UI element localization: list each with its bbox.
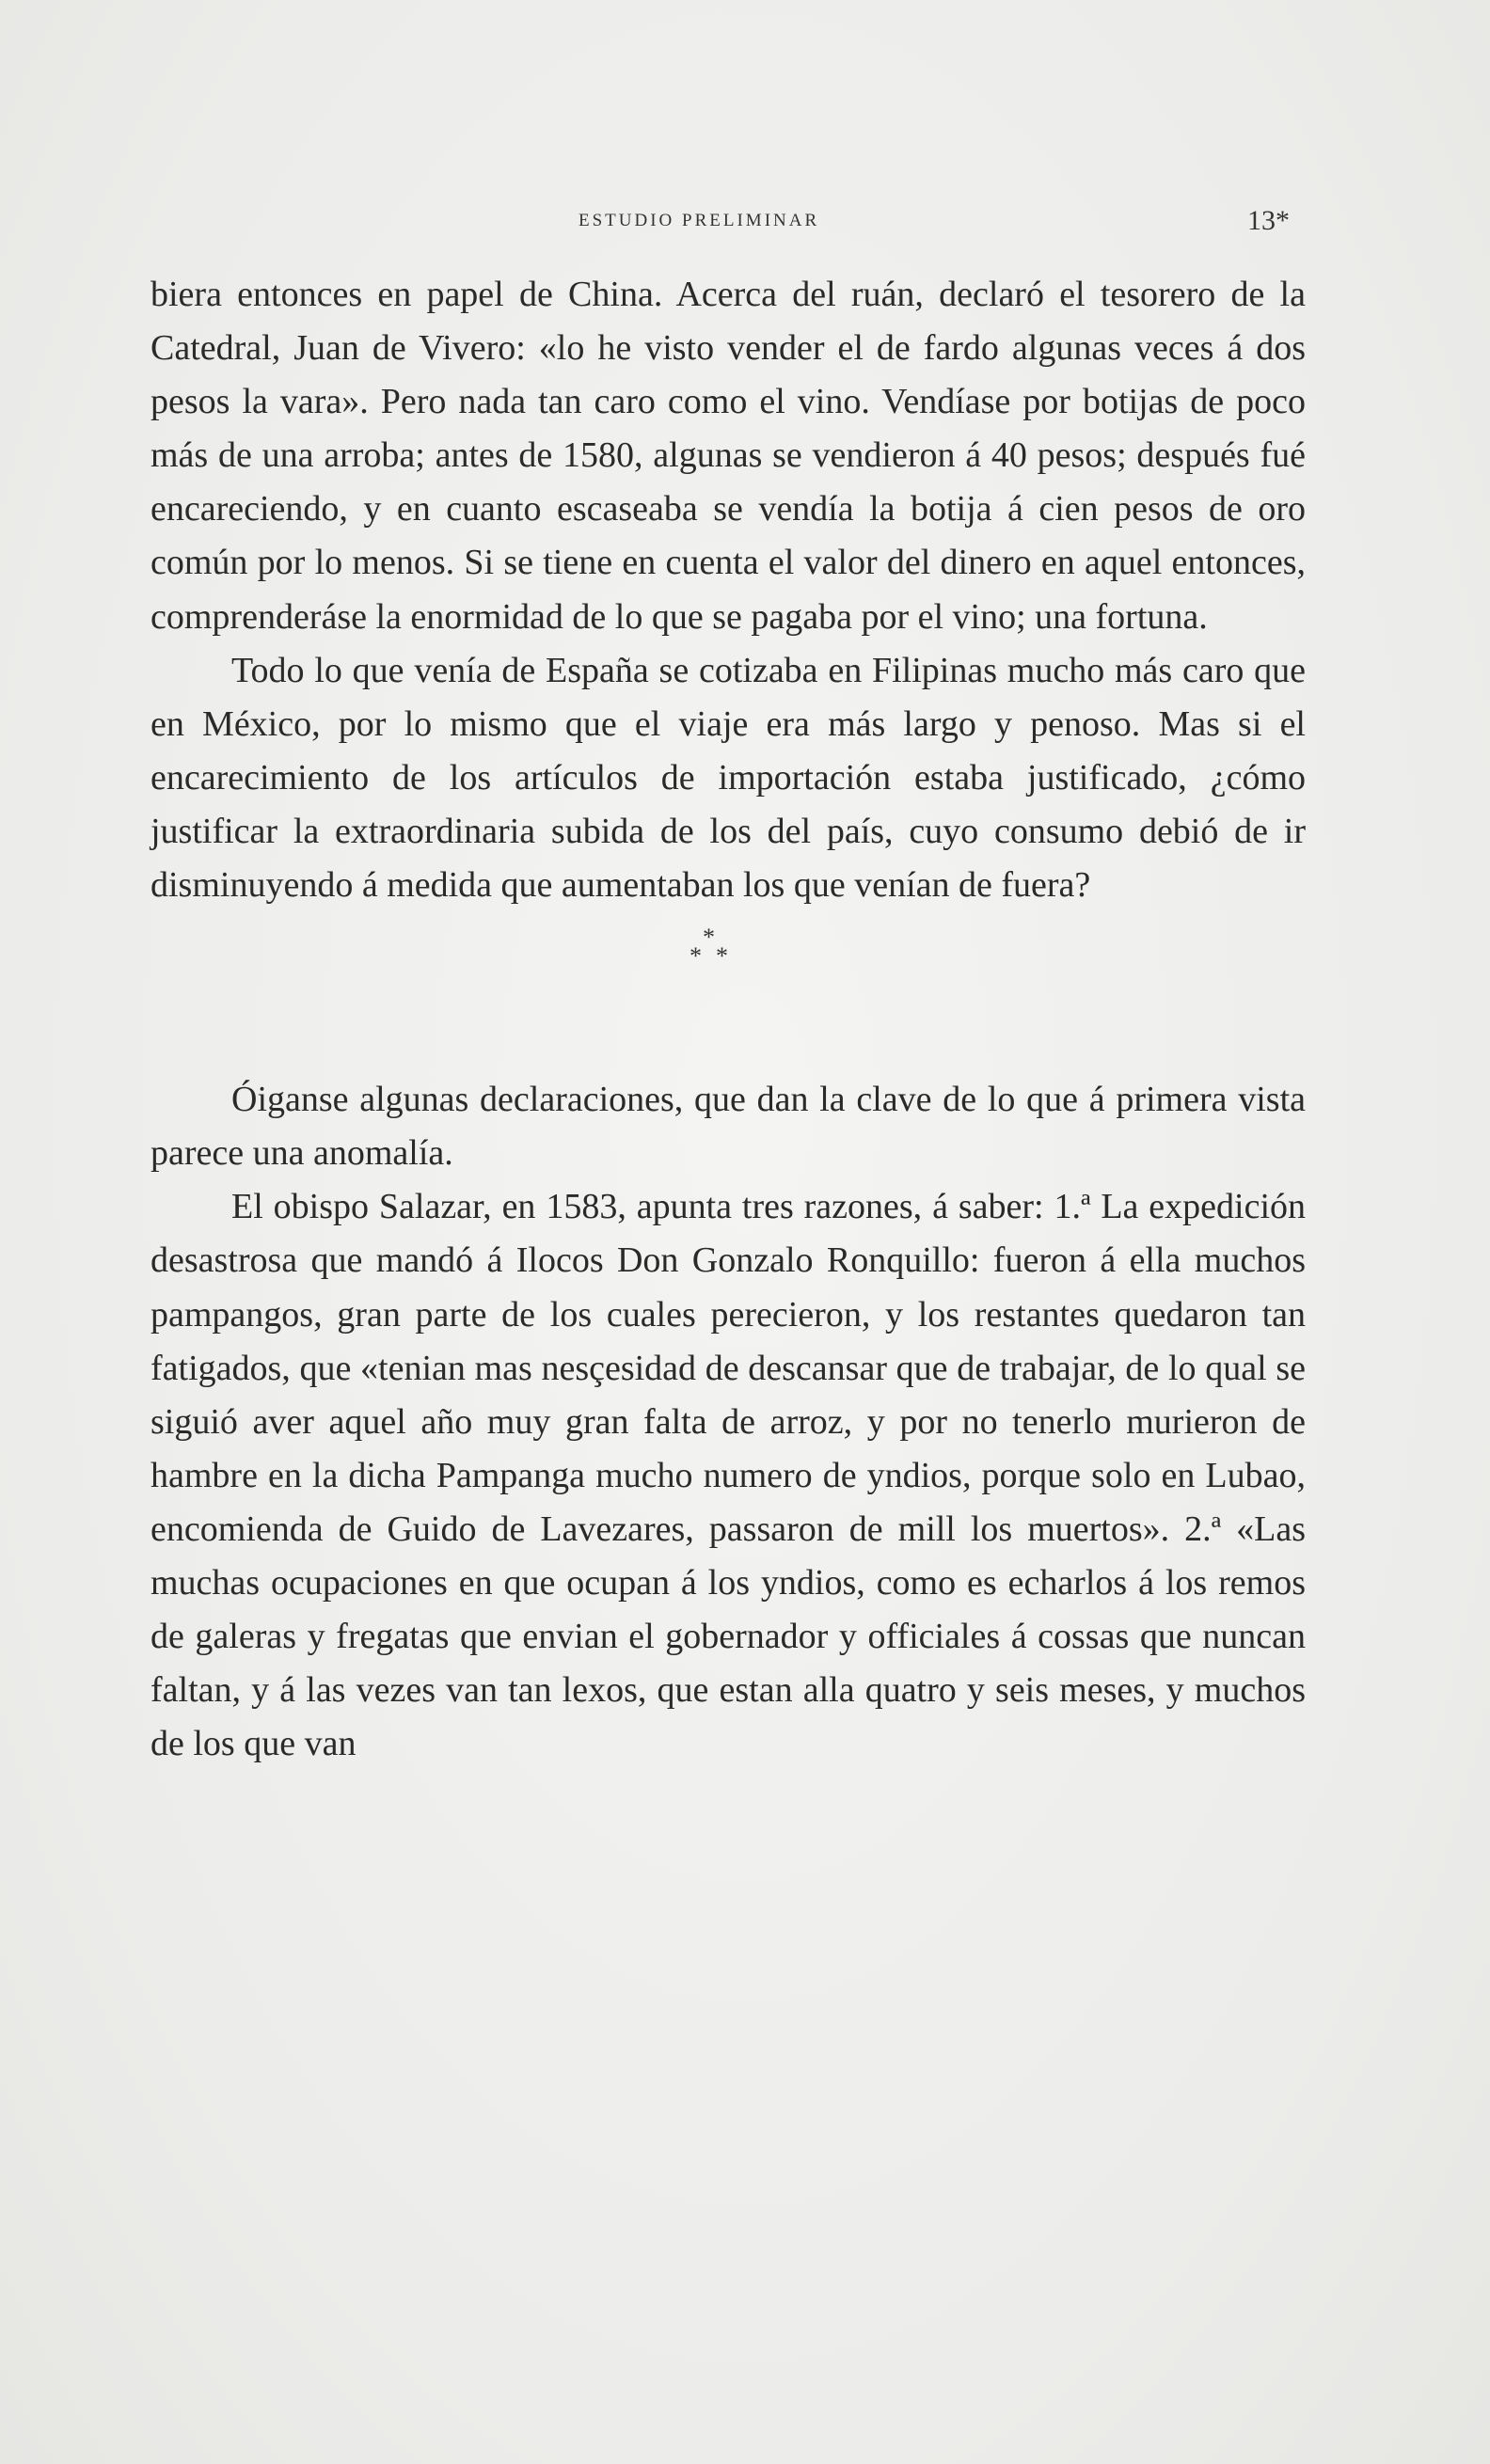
page-number: 13* [1247, 205, 1290, 236]
running-head [0, 205, 1490, 243]
asterism-star: * [703, 924, 715, 952]
asterism-star: * [716, 942, 728, 971]
paragraph-imports: Todo lo que venía de España se cotizaba en Filipinas mucho más caro que en México, por lo mismo que el viaje era más largo y penoso. Mas si el encarecimiento de los artículos de importación estaba justificado, ¿cómo justificar la extraordinaria subida de los del país, cuyo consumo debió de ir disminuyendo á medida que aumentaban los que venían de fuera? [151, 650, 1306, 906]
running-title: ESTUDIO PRELIMINAR [579, 211, 820, 230]
paragraph-declarations: Óiganse algunas declaraciones, que dan la clave de lo que á primera vista parece una anomalía. [151, 1080, 1306, 1174]
body-text [151, 268, 1306, 1771]
asterism-star: * [690, 942, 702, 971]
paragraph-salazar: El obispo Salazar, en 1583, apunta tres razones, á saber: 1.ª La expedición desastrosa que mandó á Ilocos Don Gonzalo Ronquillo: fueron á ella muchos pampangos, gran parte de los cuales perecieron, y los restantes quedaron tan fatigados, que «tenian mas nesçesidad de descansar que de trabajar, de lo qual se siguió aver aquel año muy gran falta de arroz, y por no tenerlo murieron de hambre en la dicha Pampanga mucho numero de yndios, porque solo en Lubao, encomienda de Guido de Lavezares, passaron de mill los muertos». 2.ª «Las muchas ocupaciones en que ocupan á los yndios, como es echarlos á los remos de galeras y fregatas que envian el gobernador y officiales á cossas que nuncan faltan, y á las vezes van tan lexos, que estan alla quatro y seis meses, y muchos de los que van [151, 1187, 1306, 1764]
paragraph-continuation: biera entonces en papel de China. Acerca del ruán, declaró el tesorero de la Catedral, Juan de Vivero: «lo he visto vender el de fardo algunas veces á dos pesos la vara». Pero nada tan caro como el vino. Vendíase por botijas de poco más de una arroba; antes de 1580, algunas se vendieron á 40 pesos; después fué encareciendo, y en cuanto escaseaba se vendía la botija á cien pesos de oro común por lo menos. Si se tiene en cuenta el valor del dinero en aquel entonces, comprenderáse la enormidad de lo que se pagaba por el vino; una fortuna. [151, 275, 1306, 637]
asterism-divider [151, 912, 1306, 1073]
